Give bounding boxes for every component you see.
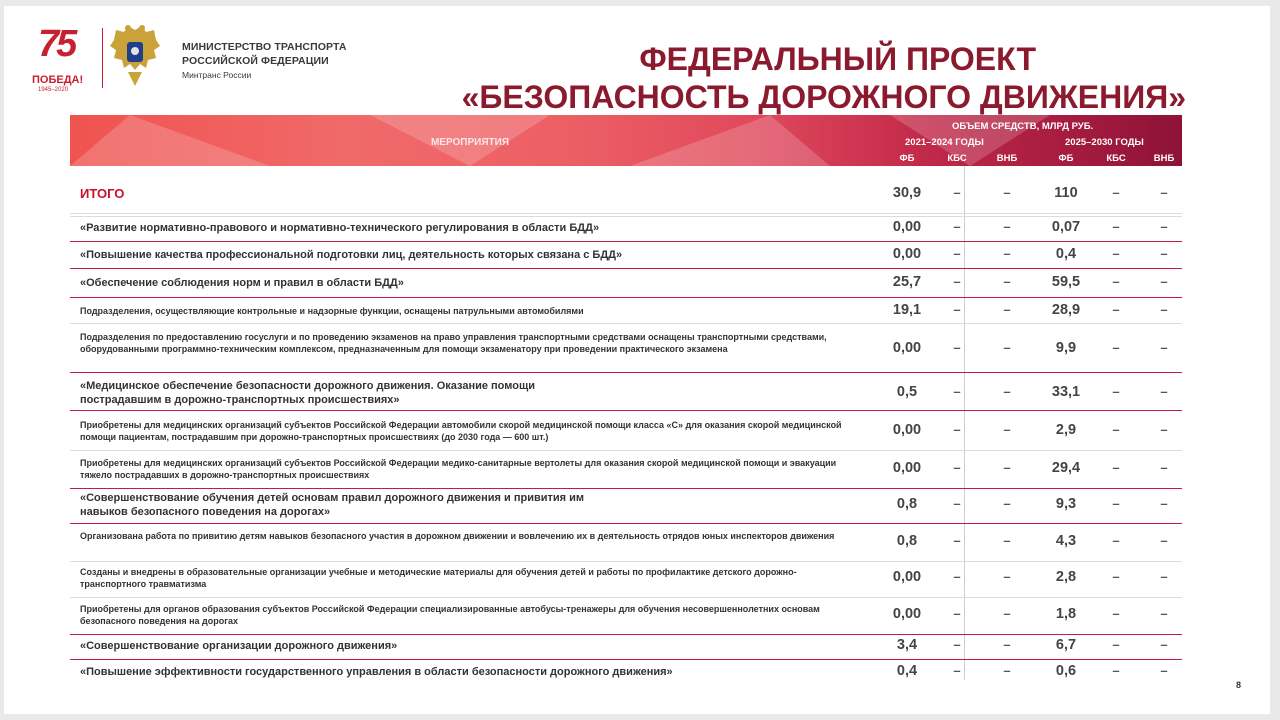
table-row bbox=[70, 327, 1182, 371]
value-cell: – bbox=[953, 460, 961, 475]
value-cell: – bbox=[1112, 569, 1120, 584]
col-measures-header: МЕРОПРИЯТИЯ bbox=[430, 137, 510, 148]
value-cell: – bbox=[1112, 533, 1120, 548]
value-cell: 4,3 bbox=[1055, 533, 1077, 549]
table-row bbox=[70, 451, 1182, 487]
value-cell: – bbox=[953, 185, 961, 200]
value-cell: – bbox=[1160, 246, 1168, 261]
value-cell: – bbox=[953, 383, 961, 399]
value-cell: 0,00 bbox=[892, 569, 922, 585]
value-cell: – bbox=[1160, 496, 1168, 511]
row-label: Организована работа по привитию детям навыков безопасного участия в дорожном движении и вовлечению их в деятельность отрядов юных инспекторов движения bbox=[80, 531, 835, 541]
logo-years: 1945–2020 bbox=[38, 87, 69, 93]
value-cell: 2,9 bbox=[1055, 422, 1077, 438]
row-label: «Повышение эффективности государственного управления в области безопасности дорожного движения» bbox=[80, 666, 673, 678]
value-cell: – bbox=[1112, 185, 1120, 200]
sub-header-vnb2: ВНБ bbox=[1153, 153, 1175, 164]
row-label: ИТОГО bbox=[80, 186, 125, 201]
row-label: «Обеспечение соблюдения норм и правил в области БДД» bbox=[80, 277, 404, 289]
value-cell: – bbox=[1003, 302, 1011, 317]
value-cell: – bbox=[1112, 637, 1120, 652]
ministry-line1: МИНИСТЕРСТВО ТРАНСПОРТА bbox=[182, 41, 347, 53]
value-cell: – bbox=[1160, 274, 1168, 289]
value-cell: 0,6 bbox=[1055, 663, 1077, 679]
value-cell: – bbox=[953, 246, 961, 261]
logo-number: 75 bbox=[38, 23, 75, 65]
value-cell: – bbox=[953, 219, 961, 234]
value-cell: – bbox=[1003, 246, 1011, 261]
value-cell: – bbox=[1160, 340, 1168, 355]
value-cell: – bbox=[953, 340, 961, 355]
value-cell: 1,8 bbox=[1055, 606, 1077, 622]
value-cell: – bbox=[1003, 340, 1011, 355]
value-cell: 0,07 bbox=[1051, 219, 1081, 235]
value-cell: 2,8 bbox=[1055, 569, 1077, 585]
value-cell: 3,4 bbox=[896, 637, 918, 653]
value-cell: – bbox=[1160, 663, 1168, 678]
value-cell: – bbox=[1160, 606, 1168, 621]
table-row bbox=[70, 413, 1182, 449]
value-cell: 0,00 bbox=[892, 219, 922, 235]
title-line1: ФЕДЕРАЛЬНЫЙ ПРОЕКТ bbox=[639, 41, 1036, 77]
value-cell: 29,4 bbox=[1051, 460, 1081, 476]
table-row bbox=[70, 270, 1182, 296]
period2-header: 2025–2030 ГОДЫ bbox=[1065, 137, 1144, 148]
logo-label: ПОБЕДА! bbox=[32, 74, 84, 86]
value-cell: – bbox=[953, 422, 961, 437]
table-header bbox=[70, 115, 1182, 166]
value-cell: – bbox=[1003, 274, 1011, 289]
value-cell: – bbox=[1160, 185, 1168, 200]
value-cell: – bbox=[1003, 637, 1011, 652]
sub-header-kbs2: КБС bbox=[1106, 153, 1126, 164]
value-cell: – bbox=[1003, 185, 1011, 200]
value-cell: – bbox=[1003, 460, 1011, 475]
value-cell: – bbox=[1003, 496, 1011, 511]
row-label: «Медицинское обеспечение безопасности дорожного движения. Оказание помощи пострадавшим в дорожно-транспортных происшествиях» bbox=[80, 379, 535, 406]
value-cell: – bbox=[1160, 219, 1168, 234]
row-separator bbox=[70, 323, 1182, 324]
row-separator bbox=[70, 241, 1182, 242]
sub-header-fb1: ФБ bbox=[899, 153, 915, 164]
value-cell: – bbox=[1160, 569, 1168, 584]
table-row bbox=[70, 216, 1182, 240]
value-cell: 59,5 bbox=[1051, 274, 1081, 290]
value-cell: – bbox=[1160, 533, 1168, 548]
value-cell: 33,1 bbox=[1051, 383, 1081, 400]
value-cell: – bbox=[1112, 302, 1120, 317]
value-cell: – bbox=[1003, 422, 1011, 437]
value-cell: 19,1 bbox=[892, 302, 922, 318]
value-cell: 0,4 bbox=[1055, 246, 1077, 262]
row-label: «Совершенствование обучения детей основам правил дорожного движения и привития им навыков безопасного поведения на дорогах» bbox=[80, 492, 585, 518]
title-line2: «БЕЗОПАСНОСТЬ ДОРОЖНОГО ДВИЖЕНИЯ» bbox=[461, 79, 1186, 115]
value-cell: 0,4 bbox=[896, 663, 918, 679]
value-cell: – bbox=[1003, 383, 1011, 399]
row-separator bbox=[70, 297, 1182, 298]
row-separator bbox=[70, 213, 1182, 214]
value-cell: 0,8 bbox=[896, 533, 918, 549]
value-cell: – bbox=[1160, 637, 1168, 652]
row-label: «Совершенствование организации дорожного движения» bbox=[80, 640, 398, 652]
table-row bbox=[70, 488, 1182, 522]
ministry-line3: Минтранс России bbox=[182, 70, 252, 80]
row-separator bbox=[70, 372, 1182, 373]
table-row bbox=[70, 524, 1182, 560]
value-cell: – bbox=[1112, 496, 1120, 511]
row-label: «Повышение качества профессиональной подготовки лиц, деятельность которых связана с БДД» bbox=[80, 249, 623, 261]
value-cell: 9,3 bbox=[1055, 496, 1077, 512]
value-cell: 0,00 bbox=[892, 422, 922, 438]
table-row bbox=[70, 634, 1182, 658]
value-cell: 0,00 bbox=[892, 606, 922, 622]
value-cell: 0,5 bbox=[896, 383, 918, 400]
value-cell: 110 bbox=[1054, 185, 1078, 201]
value-cell: 6,7 bbox=[1055, 637, 1077, 653]
value-cell: – bbox=[1160, 460, 1168, 475]
header-divider bbox=[102, 28, 103, 88]
value-cell: – bbox=[1112, 663, 1120, 678]
table-row bbox=[70, 660, 1182, 684]
table-row bbox=[70, 376, 1182, 409]
value-cell: – bbox=[953, 533, 961, 548]
value-cell: – bbox=[1003, 606, 1011, 621]
value-cell: 30,9 bbox=[892, 185, 922, 201]
value-cell: – bbox=[953, 496, 961, 511]
value-cell: – bbox=[953, 274, 961, 289]
value-cell: – bbox=[1112, 246, 1120, 261]
sub-header-kbs1: КБС bbox=[947, 153, 967, 164]
value-cell: – bbox=[1112, 422, 1120, 437]
value-cell: 0,00 bbox=[892, 340, 922, 356]
ministry-line2: РОССИЙСКОЙ ФЕДЕРАЦИИ bbox=[182, 55, 329, 67]
row-label: Подразделения, осуществляющие контрольные и надзорные функции, оснащены патрульными автомобилями bbox=[80, 306, 584, 316]
value-cell: – bbox=[953, 637, 961, 652]
value-cell: – bbox=[1003, 569, 1011, 584]
total-row bbox=[70, 176, 1182, 212]
coat-of-arms-icon bbox=[110, 24, 160, 90]
value-cell: – bbox=[1160, 302, 1168, 317]
value-cell: – bbox=[1112, 606, 1120, 621]
victory-75-logo bbox=[32, 24, 98, 96]
row-label: Приобретены для медицинских организаций субъектов Российской Федерации медико-санитарные вертолеты для оказания скорой медицинской помощи и эвакуации тяжело пострадавших в дорожно-транспортных происшествиях bbox=[80, 458, 837, 480]
value-cell: – bbox=[953, 663, 961, 678]
row-label: Подразделения по предоставлению госуслуги и по проведению экзаменов на право управления транспортными средствами оснащены транспортными средствами, оборудованными программно-техническим комплексом, предназначенным для помощи экзаменатору при проведении практического экзамена bbox=[80, 332, 827, 354]
row-separator bbox=[70, 410, 1182, 411]
value-cell: 0,8 bbox=[896, 496, 918, 512]
row-separator bbox=[70, 268, 1182, 269]
value-cell: – bbox=[1112, 274, 1120, 289]
page-number: 8 bbox=[1236, 680, 1242, 690]
table-row bbox=[70, 243, 1182, 267]
value-cell: – bbox=[1112, 340, 1120, 355]
value-cell: – bbox=[953, 606, 961, 621]
period1-header: 2021–2024 ГОДЫ bbox=[905, 137, 984, 148]
volume-header: ОБЪЕМ СРЕДСТВ, МЛРД РУБ. bbox=[952, 121, 1094, 132]
row-label: «Развитие нормативно-правового и нормативно-технического регулирования в области БДД» bbox=[80, 222, 600, 234]
row-label: Приобретены для органов образования субъектов Российской Федерации специализированные автобусы-тренажеры для обучения несовершеннолетних основам безопасного поведения на дорогах bbox=[80, 604, 820, 626]
table-row bbox=[70, 597, 1182, 633]
value-cell: – bbox=[1003, 219, 1011, 234]
value-cell: – bbox=[1003, 663, 1011, 678]
value-cell: – bbox=[953, 302, 961, 317]
page-title bbox=[462, 40, 1186, 116]
value-cell: – bbox=[1112, 383, 1120, 399]
value-cell: – bbox=[1003, 533, 1011, 548]
value-cell: – bbox=[1112, 219, 1120, 234]
table-row bbox=[70, 560, 1182, 596]
sub-header-vnb1: ВНБ bbox=[996, 153, 1018, 164]
value-cell: 9,9 bbox=[1055, 340, 1077, 356]
row-label: Приобретены для медицинских организаций субъектов Российской Федерации автомобили скорой медицинской помощи класса «С» для оказания скорой медицинской помощи пациентам, пострадавшим при дорожно-транспортных происшествиях (до 2030 года — 600 шт.) bbox=[80, 420, 842, 442]
table-row bbox=[70, 300, 1182, 322]
value-cell: 0,00 bbox=[892, 246, 922, 262]
ministry-name bbox=[182, 40, 347, 82]
value-cell: – bbox=[1160, 383, 1168, 399]
value-cell: 0,00 bbox=[892, 460, 922, 476]
value-cell: 25,7 bbox=[892, 274, 922, 290]
value-cell: – bbox=[953, 569, 961, 584]
value-cell: – bbox=[1112, 460, 1120, 475]
sub-header-fb2: ФБ bbox=[1058, 153, 1074, 164]
row-label: Созданы и внедрены в образовательные организации учебные и методические материалы для обучения детей и работы по профилактике детского дорожно-транспортного травматизма bbox=[80, 567, 797, 589]
value-cell: – bbox=[1160, 422, 1168, 437]
value-cell: 28,9 bbox=[1051, 302, 1081, 318]
